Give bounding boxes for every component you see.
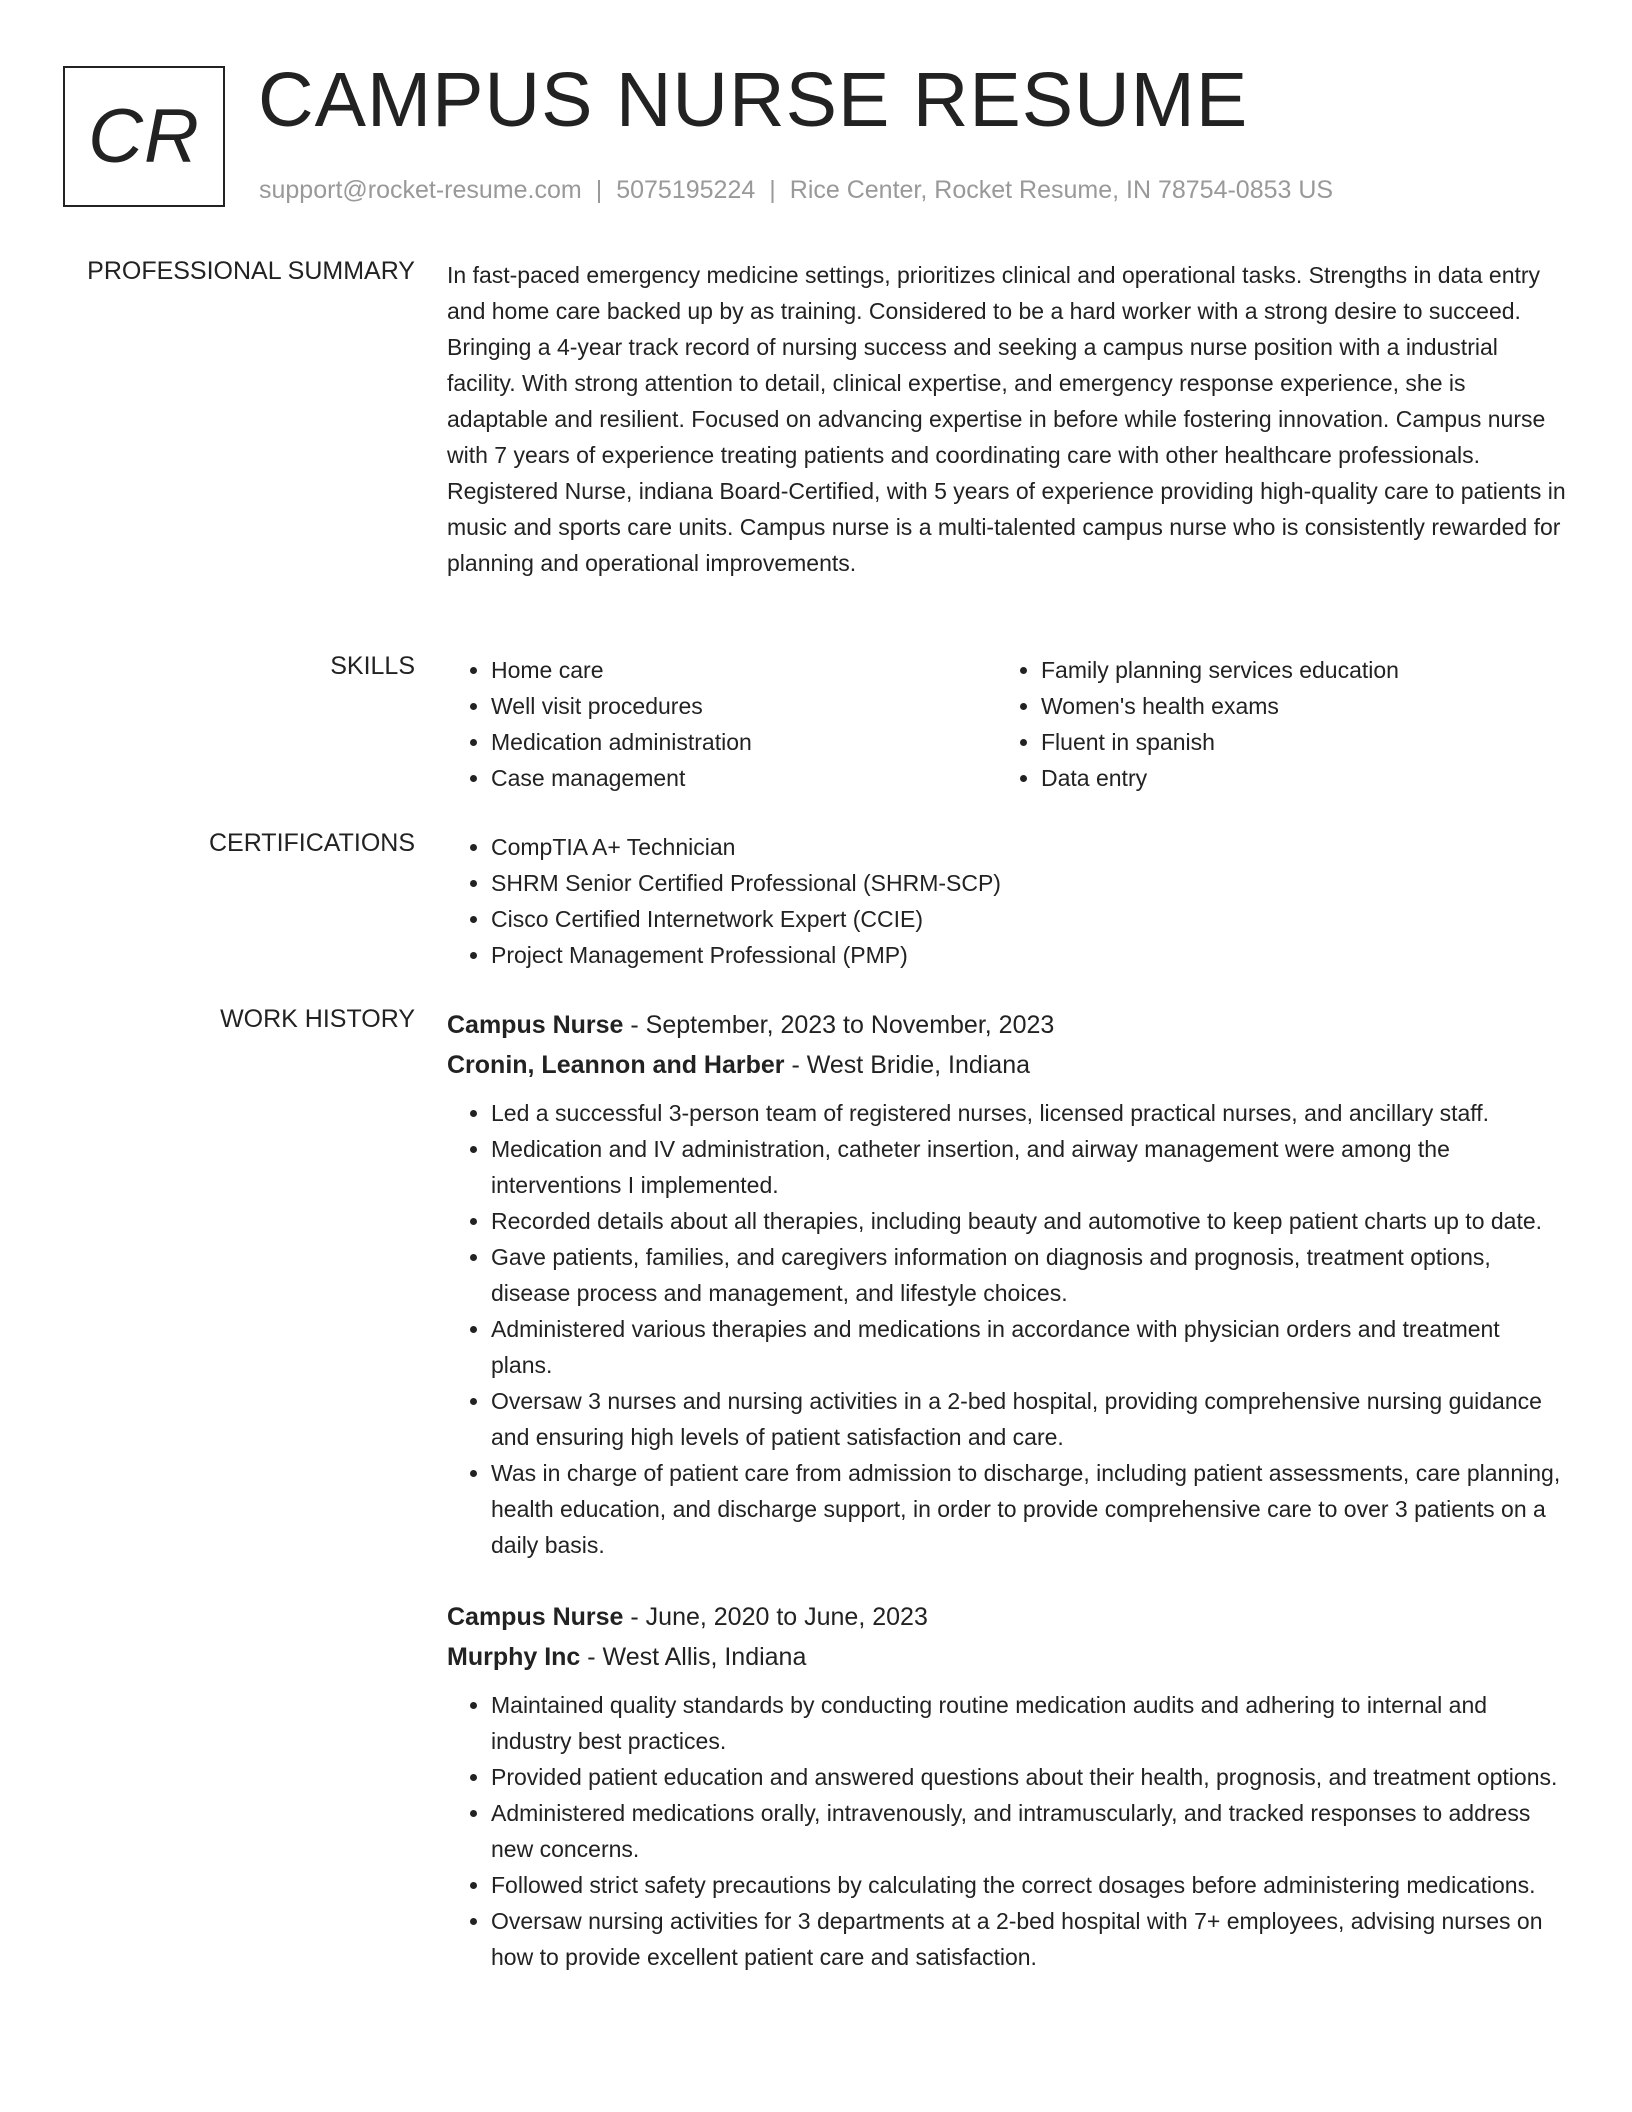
job-title: Campus Nurse xyxy=(447,1603,624,1631)
skill-item: • Data entry xyxy=(1041,760,1547,796)
job-company: Murphy Inc xyxy=(447,1643,581,1671)
job-title-line xyxy=(447,1005,1567,1045)
contact-address: Rice Center, Rocket Resume, IN 78754-0853 US xyxy=(789,176,1334,204)
certification-item: • CompTIA A+ Technician xyxy=(491,829,1567,865)
job-bullet: • Followed strict safety precautions by calculating the correct dosages before administering medications. xyxy=(491,1867,1567,1903)
job-location: - West Bridie, Indiana xyxy=(784,1051,1031,1079)
job-bullet: • Led a successful 3-person team of registered nurses, licensed practical nurses, and ancillary staff. xyxy=(491,1095,1567,1131)
job-title: Campus Nurse xyxy=(447,1011,624,1039)
job-bullet: • Administered various therapies and medications in accordance with physician orders and treatment plans. xyxy=(491,1311,1567,1383)
certifications-body xyxy=(447,829,1567,973)
job-bullet: • Recorded details about all therapies, including beauty and automotive to keep patient charts up to date. xyxy=(491,1203,1567,1239)
job-title-line xyxy=(447,1597,1567,1637)
skills-body xyxy=(447,652,1567,796)
skills-list-right xyxy=(997,652,1547,796)
job-entry xyxy=(447,1005,1567,1563)
summary-text: In fast-paced emergency medicine settings, prioritizes clinical and operational tasks. Strengths in data entry and home care backed up by as training. Considered to be a hard worker with a strong desire to succeed. Bringing a 4-year track record of nursing success and seeking a campus nurse position with a industrial facility. With strong attention to detail, clinical expertise, and emergency response experience, she is adaptable and resilient. Focused on advancing expertise in before while fostering innovation. Campus nurse with 7 years of experience treating patients and coordinating care with other healthcare professionals. Registered Nurse, indiana Board-Certified, with 5 years of experience providing high-quality care to patients in music and sports care units. Campus nurse is a multi-talented campus nurse who is consistently rewarded for planning and operational improvements. xyxy=(447,262,1566,576)
skills-list-left xyxy=(447,652,997,796)
job-bullet: • Oversaw nursing activities for 3 departments at a 2-bed hospital with 7+ employees, advising nurses on how to provide excellent patient care and satisfaction. xyxy=(491,1903,1567,1975)
job-entry xyxy=(447,1597,1567,1975)
job-company: Cronin, Leannon and Harber xyxy=(447,1051,785,1079)
resume-title: CAMPUS NURSE RESUME xyxy=(258,57,1249,143)
job-dates: - June, 2020 to June, 2023 xyxy=(623,1603,928,1631)
section-label-certifications: CERTIFICATIONS xyxy=(208,829,415,857)
contact-line xyxy=(259,176,1333,205)
job-company-line xyxy=(447,1045,1567,1085)
job-bullets xyxy=(447,1687,1567,1975)
skill-item: • Case management xyxy=(491,760,997,796)
skill-item: • Fluent in spanish xyxy=(1041,724,1547,760)
skill-item: • Women's health exams xyxy=(1041,688,1547,724)
certification-item: • SHRM Senior Certified Professional (SHRM-SCP) xyxy=(491,865,1567,901)
work-history-body xyxy=(447,1005,1567,2009)
skill-item: • Well visit procedures xyxy=(491,688,997,724)
skill-item: • Family planning services education xyxy=(1041,652,1547,688)
job-bullet: • Maintained quality standards by conducting routine medication audits and adhering to internal and industry best practices. xyxy=(491,1687,1567,1759)
contact-separator: | xyxy=(769,176,776,204)
skill-item: • Medication administration xyxy=(491,724,997,760)
monogram-logo xyxy=(63,66,225,207)
certification-item: • Project Management Professional (PMP) xyxy=(491,937,1567,973)
job-company-line xyxy=(447,1637,1567,1677)
job-bullet: • Was in charge of patient care from admission to discharge, including patient assessments, care planning, health education, and discharge support, in order to provide comprehensive care to over 3 patients on a daily basis. xyxy=(491,1455,1567,1563)
contact-email[interactable]: support@rocket-resume.com xyxy=(259,176,582,204)
job-bullet: • Oversaw 3 nurses and nursing activities in a 2-bed hospital, providing comprehensive nursing guidance and ensuring high levels of patient satisfaction and care. xyxy=(491,1383,1567,1455)
contact-separator: | xyxy=(595,176,603,204)
job-bullet: • Administered medications orally, intravenously, and intramuscularly, and tracked responses to address new concerns. xyxy=(491,1795,1567,1867)
job-bullet: • Gave patients, families, and caregivers information on diagnosis and prognosis, treatment options, disease process and management, and lifestyle choices. xyxy=(491,1239,1567,1311)
section-label-skills: SKILLS xyxy=(330,652,415,680)
job-bullet: • Medication and IV administration, catheter insertion, and airway management were among the interventions I implemented. xyxy=(491,1131,1567,1203)
certifications-list xyxy=(447,829,1567,973)
job-dates: - September, 2023 to November, 2023 xyxy=(623,1011,1055,1039)
skill-item: • Home care xyxy=(491,652,997,688)
contact-phone[interactable]: 5075195224 xyxy=(616,176,756,204)
section-label-summary: PROFESSIONAL SUMMARY xyxy=(87,257,415,285)
summary-body xyxy=(447,257,1567,581)
monogram-initials: CR xyxy=(88,94,200,179)
section-label-work-history: WORK HISTORY xyxy=(220,1005,415,1033)
certification-item: • Cisco Certified Internetwork Expert (CCIE) xyxy=(491,901,1567,937)
job-location: - West Allis, Indiana xyxy=(580,1643,807,1671)
job-bullet: • Provided patient education and answered questions about their health, prognosis, and treatment options. xyxy=(491,1759,1567,1795)
job-bullets xyxy=(447,1095,1567,1563)
